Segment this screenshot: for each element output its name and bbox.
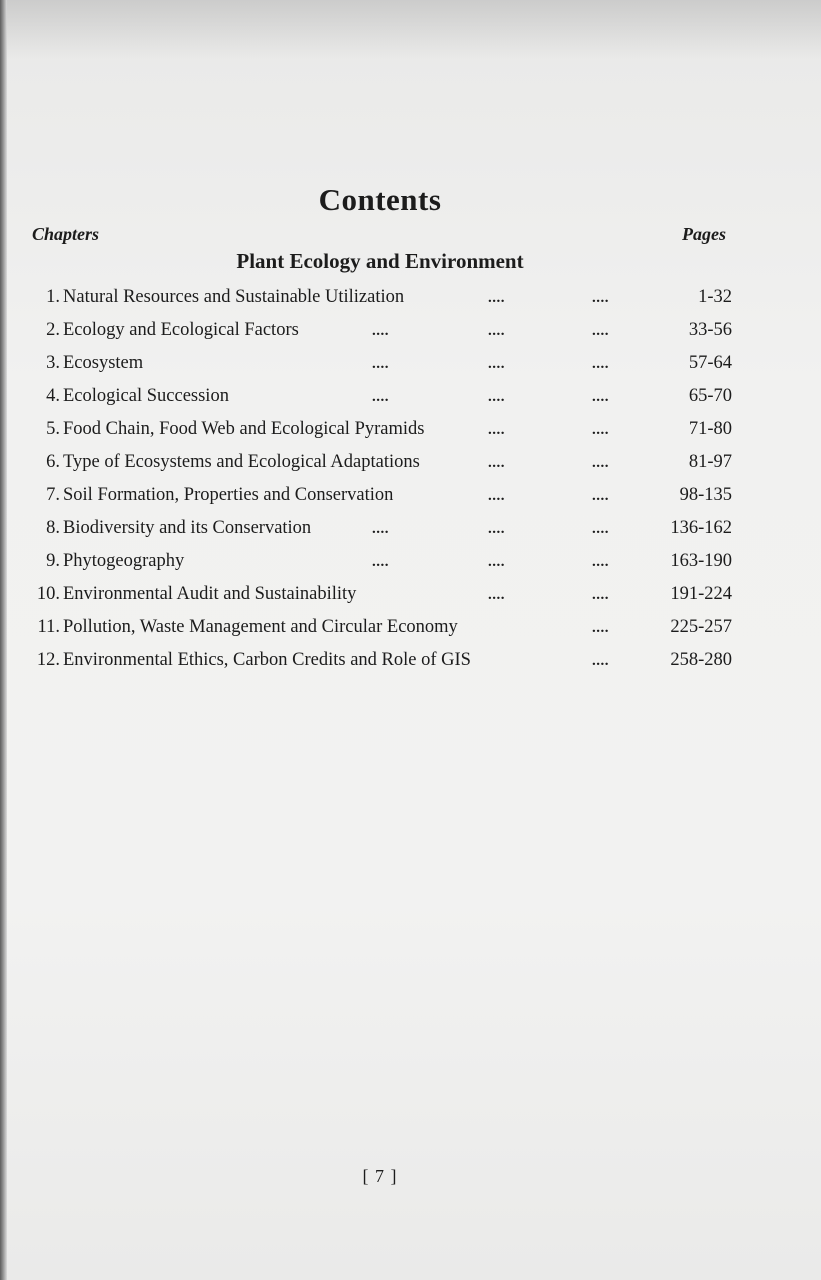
page-range: 71-80 — [688, 419, 732, 439]
chapter-title: Environmental Ethics, Carbon Credits and Role of GIS — [63, 650, 471, 670]
dot-leader: .... — [592, 389, 609, 405]
dot-leader: .... — [592, 455, 609, 471]
page-range: 136-162 — [670, 518, 732, 538]
dot-leader: .... — [488, 323, 505, 339]
toc-entry-10 — [32, 580, 732, 613]
dot-leader: .... — [592, 323, 609, 339]
toc-entry-6 — [32, 448, 732, 481]
dot-leader: .... — [592, 290, 609, 306]
dot-leader: .... — [372, 554, 389, 570]
page-range: 163-190 — [670, 551, 732, 571]
dot-leader: .... — [372, 521, 389, 537]
chapter-number: 8. — [46, 518, 60, 538]
chapter-number: 5. — [46, 419, 60, 439]
dot-leader: .... — [592, 554, 609, 570]
chapter-title: Ecology and Ecological Factors — [63, 320, 299, 340]
dot-leader: .... — [488, 488, 505, 504]
dot-leader: .... — [488, 290, 505, 306]
dot-leader: .... — [592, 488, 609, 504]
dot-leader: .... — [592, 422, 609, 438]
page-range: 191-224 — [670, 584, 732, 604]
dot-leader: .... — [592, 587, 609, 603]
chapter-number: 11. — [37, 617, 60, 637]
toc-entry-2 — [32, 316, 732, 349]
toc-entry-12 — [32, 646, 732, 679]
dot-leader: .... — [488, 356, 505, 372]
scan-shadow — [0, 0, 821, 60]
dot-leader: .... — [488, 389, 505, 405]
chapter-number: 10. — [36, 584, 60, 604]
chapter-title: Phytogeography — [63, 551, 185, 571]
section-title: Plant Ecology and Environment — [236, 249, 524, 273]
page-number: [ 7 ] — [362, 1166, 398, 1186]
page-range: 258-280 — [670, 650, 732, 670]
dot-leader: .... — [488, 422, 505, 438]
toc-entry-11 — [32, 613, 732, 646]
chapter-title: Ecosystem — [63, 353, 144, 373]
toc-entry-4 — [32, 382, 732, 415]
chapter-number: 4. — [46, 386, 60, 406]
dot-leader: .... — [592, 653, 609, 669]
dot-leader: .... — [592, 620, 609, 636]
dot-leader: .... — [592, 356, 609, 372]
dot-leader: .... — [592, 521, 609, 537]
chapter-title: Type of Ecosystems and Ecological Adaptations — [63, 452, 420, 472]
dot-leader: .... — [372, 356, 389, 372]
chapter-number: 3. — [46, 353, 60, 373]
dot-leader: .... — [488, 587, 505, 603]
page-range: 98-135 — [679, 485, 732, 505]
chapter-number: 7. — [46, 485, 60, 505]
chapter-title: Food Chain, Food Web and Ecological Pyramids — [63, 419, 425, 439]
chapter-number: 9. — [46, 551, 60, 571]
page-range: 1-32 — [698, 287, 732, 307]
page-range: 33-56 — [688, 320, 732, 340]
chapter-title: Pollution, Waste Management and Circular Economy — [63, 617, 458, 637]
toc-entry-3 — [32, 349, 732, 382]
dot-leader: .... — [372, 389, 389, 405]
dot-leader: .... — [488, 455, 505, 471]
chapter-number: 12. — [36, 650, 60, 670]
toc-entry-5 — [32, 415, 732, 448]
chapter-title: Natural Resources and Sustainable Utilization — [63, 287, 405, 307]
chapter-title: Ecological Succession — [63, 386, 229, 406]
chapters-column-label: Chapters — [32, 224, 100, 244]
chapter-title: Biodiversity and its Conservation — [63, 518, 312, 538]
toc-entry-1 — [32, 283, 732, 316]
chapter-title: Environmental Audit and Sustainability — [63, 584, 357, 604]
toc-entry-9 — [32, 547, 732, 580]
chapter-number: 2. — [46, 320, 60, 340]
table-of-contents — [32, 283, 732, 679]
dot-leader: .... — [488, 521, 505, 537]
toc-entry-8 — [32, 514, 732, 547]
chapter-number: 1. — [46, 287, 60, 307]
page-range: 225-257 — [670, 617, 732, 637]
page-title: Contents — [318, 182, 442, 217]
page-range: 81-97 — [688, 452, 732, 472]
page-range: 65-70 — [688, 386, 732, 406]
dot-leader: .... — [488, 554, 505, 570]
dot-leader: .... — [372, 323, 389, 339]
chapter-number: 6. — [46, 452, 60, 472]
page-range: 57-64 — [688, 353, 732, 373]
pages-column-label: Pages — [682, 224, 726, 244]
toc-entry-7 — [32, 481, 732, 514]
chapter-title: Soil Formation, Properties and Conservation — [63, 485, 394, 505]
